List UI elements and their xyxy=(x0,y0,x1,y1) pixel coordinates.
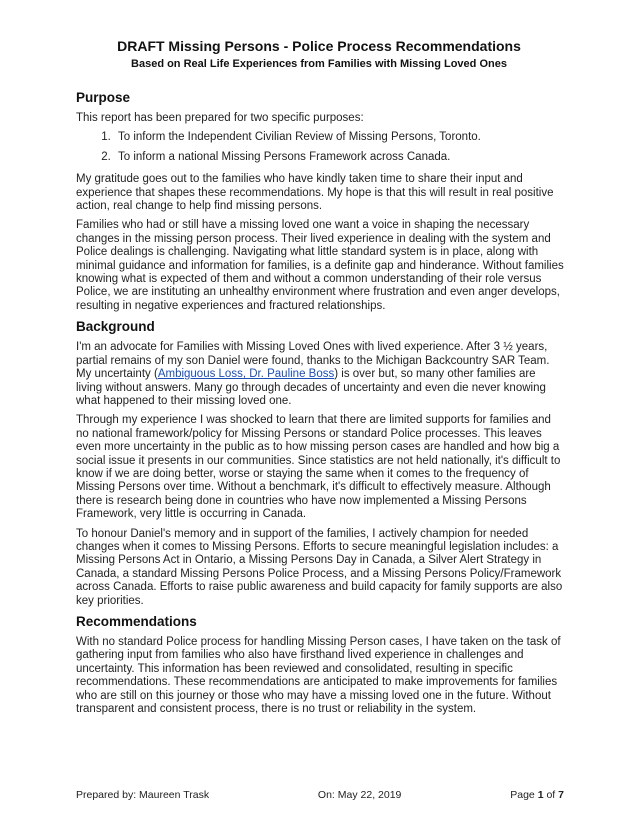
recommendations-section xyxy=(76,614,564,716)
footer-page-total: 7 xyxy=(558,789,564,801)
families-paragraph: Families who had or still have a missing loved one want a voice in shaping the necessary changes in the missing person process. Their lived experience in dealing with the system and Police dealings is challenging. Navigating what little standard system is in place, along with minimal guidance and information for families, is a definite gap and hinderance. Without families knowing what is expected of them and without a common understanding of their role versus Police, we are instituting an unhealthy environment where frustration and even anger develops, resulting in negative experiences and fractured relationships. xyxy=(76,219,564,312)
footer-prepared-by: Prepared by: Maureen Trask xyxy=(76,789,210,801)
footer-page-number xyxy=(510,789,564,801)
document-body xyxy=(76,90,564,722)
purpose-list xyxy=(76,131,564,164)
footer-page-current: 1 xyxy=(537,789,544,801)
purpose-section xyxy=(76,90,564,313)
background-heading: Background xyxy=(76,319,155,335)
document-subtitle: Based on Real Life Experiences from Families with Missing Loved Ones xyxy=(131,58,507,70)
footer-page-label: Page xyxy=(510,789,535,801)
ambiguous-loss-link[interactable]: Ambiguous Loss, Dr. Pauline Boss xyxy=(157,368,335,381)
honour-paragraph: To honour Daniel's memory and in support of the families, I actively champion for needed changes when it comes to Missing Persons. Efforts to secure meaningful legislation includes: a Missing Persons Act in Ontario, a Missing Persons Day in Canada, a Silver Alert Strategy in Canada, a standard Missing Persons Police Process, and a Missing Persons Policy/Framework across Canada. Efforts to raise public awareness and build capacity for family supports are also key priorities. xyxy=(76,527,563,607)
experience-paragraph: Through my experience I was shocked to learn that there are limited supports for families and no national framework/policy for Missing Persons or standard Police processes. This leaves even more uncertainty in the public as to how missing person cases are handled and how big a social issue it presents in our communities. Since statistics are not held nationally, it's difficult to know if we are doing better, worse or staying the same when it comes to the frequency of Missing Persons over time. Without a benchmark, it's difficult to effectively measure. Although there is research being done in countries who have now implemented a Missing Persons Framework, very little is occurring in Canada. xyxy=(76,414,561,521)
advocate-paragraph xyxy=(76,341,564,408)
advocate-text-after: ) is over but, so many other families are living without answers. Many go through decades of uncertainty and even die never knowing what happened to their missing loved one. xyxy=(76,368,546,407)
footer-page-of: of xyxy=(546,789,556,801)
recommendations-heading: Recommendations xyxy=(76,614,197,629)
background-section xyxy=(76,319,564,608)
document-title: DRAFT Missing Persons - Police Process Recommendations xyxy=(117,38,521,54)
recommendations-paragraph: With no standard Police process for handling Missing Person cases, I have taken on the task of gathering input from families who also have firsthand lived experience in challenges and uncertainty. This information has been reviewed and consolidated, resulting in specific recommendations. These recommendations are anticipated to make improvements for families who are still on this journey or those who may have a missing loved one in the future. Without transparent and consistent process, there is no trust or reliability in the system. xyxy=(76,636,561,716)
gratitude-paragraph: My gratitude goes out to the families who have kindly taken time to share their input and experience that shapes these recommendations. My hope is that this will result in real positive action, real change to help find missing persons. xyxy=(76,173,554,213)
purpose-item: 2. To inform a national Missing Persons Framework across Canada. xyxy=(114,151,564,164)
purpose-heading: Purpose xyxy=(76,90,131,105)
purpose-intro: This report has been prepared for two specific purposes: xyxy=(76,112,364,124)
purpose-item: 1. To inform the Independent Civilian Review of Missing Persons, Toronto. xyxy=(114,131,564,144)
footer-date: On: May 22, 2019 xyxy=(317,789,402,801)
advocate-text-before: I'm an advocate for Families with Missing Loved Ones with lived experience. After 3 ½ years, partial remains of my son Daniel were found, thanks to the Michigan Backcountry SAR Team. My uncertainty ( xyxy=(76,341,550,381)
page-footer xyxy=(76,789,564,801)
